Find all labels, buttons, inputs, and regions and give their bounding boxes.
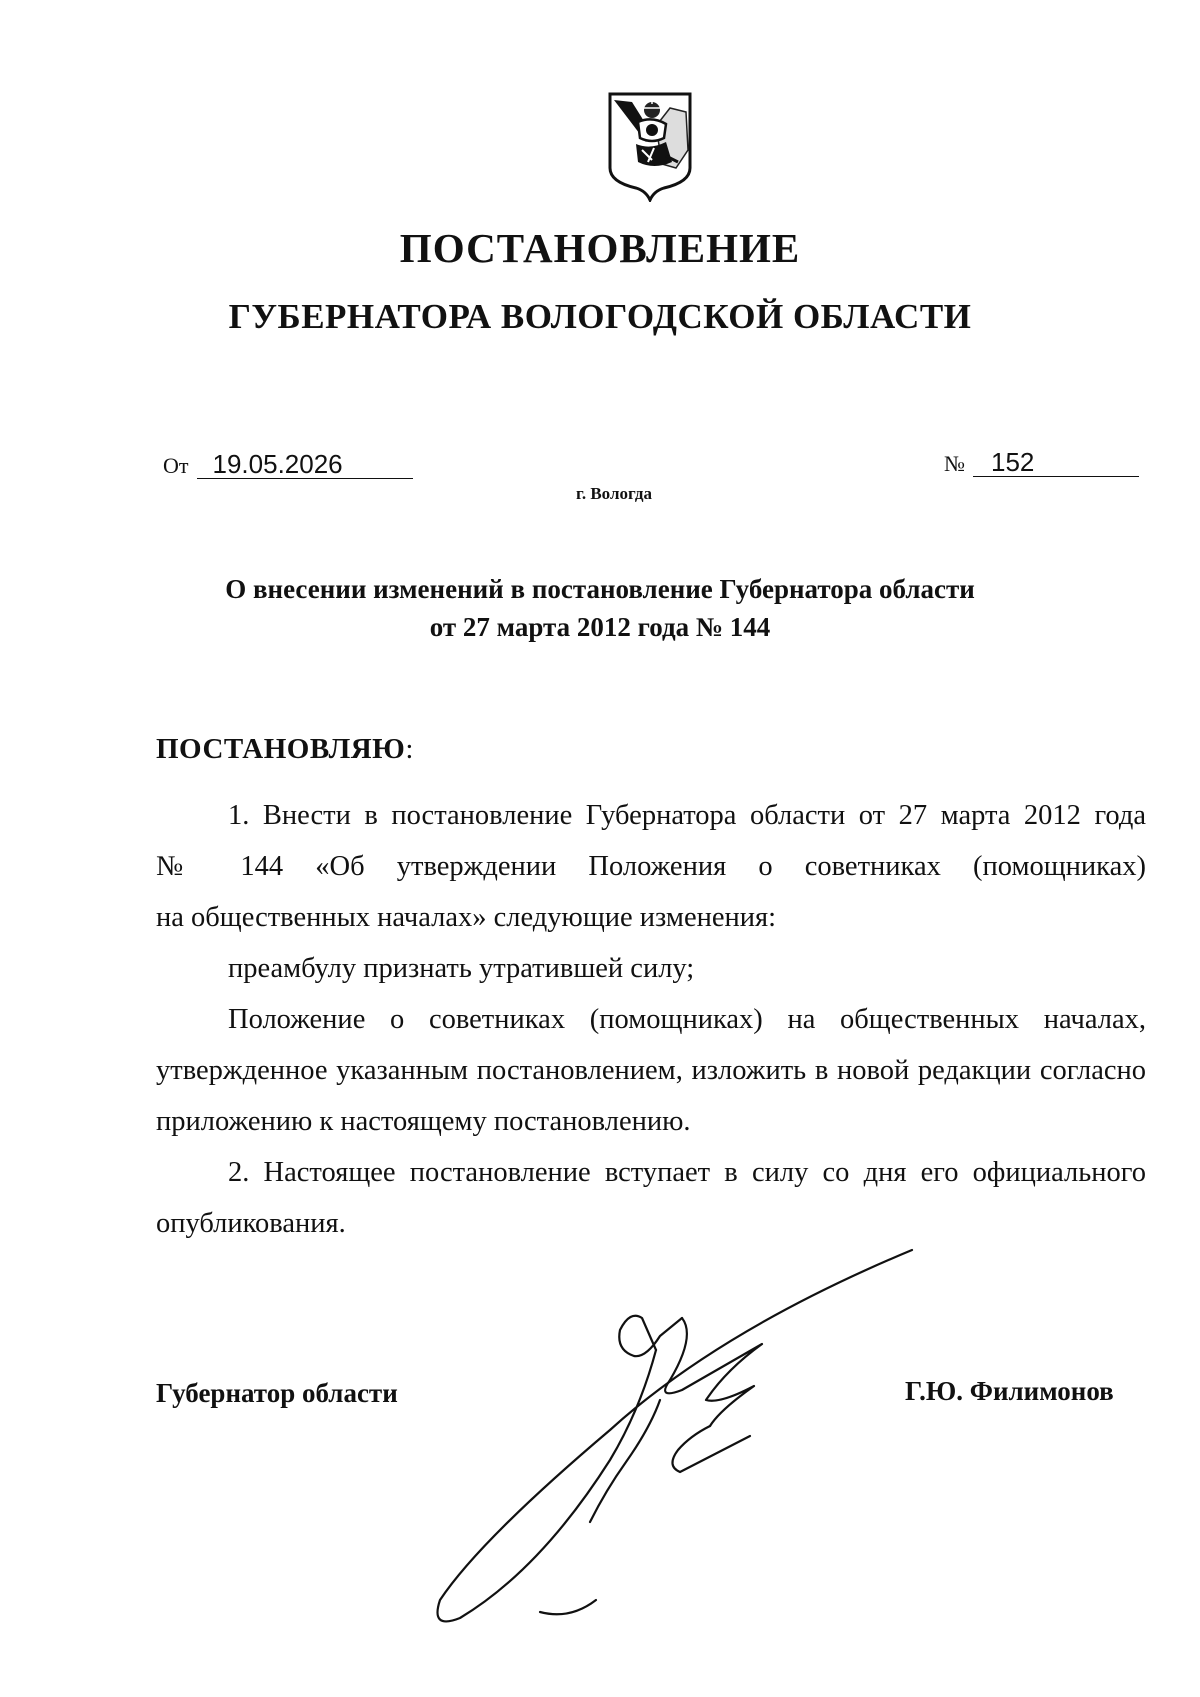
city-label: г. Вологда [576, 484, 652, 503]
paragraph-1-line-2: № 144 «Об утверждении Положения о советниках (помощниках) [156, 851, 1146, 882]
paragraph-1-line-1: 1. Внести в постановление Губернатора области от 27 марта 2012 года [228, 800, 1146, 831]
number-value: 152 [973, 448, 1139, 477]
decree-heading [156, 733, 414, 766]
decree-word: ПОСТАНОВЛЯЮ [156, 733, 406, 765]
vologda-coat-of-arms-icon [606, 90, 694, 202]
paragraph-2: преамбулу признать утратившей силу; [228, 953, 695, 984]
paragraph-1-line-3: на общественных началах» следующие изменения: [156, 902, 777, 933]
number-field [944, 448, 1139, 477]
subject-line-1: О внесении изменений в постановление Губернатора области [225, 574, 975, 604]
number-prefix: № [944, 451, 965, 476]
date-value: 19.05.2026 [197, 450, 413, 479]
document-subject [0, 570, 1200, 646]
decree-colon: : [405, 733, 414, 765]
document-body [156, 790, 1146, 1249]
signatory-name: Г.Ю. Филимонов [905, 1376, 1114, 1406]
document-title: ПОСТАНОВЛЕНИЕ [399, 225, 801, 271]
document-subtitle: ГУБЕРНАТОРА ВОЛОГОДСКОЙ ОБЛАСТИ [228, 297, 972, 336]
paragraph-3: Положение о советниках (помощниках) на общественных началах, утвержденное указанным постановлением, изложить в новой редакции согласно приложению к настоящему постановлению. [156, 1004, 1146, 1137]
paragraph-4: 2. Настоящее постановление вступает в силу со дня его официального опубликования. [156, 1157, 1146, 1239]
date-prefix: От [163, 453, 189, 478]
date-field [163, 450, 413, 479]
subject-line-2: от 27 марта 2012 года № 144 [429, 612, 771, 642]
handwritten-signature-icon [420, 1240, 960, 1640]
signatory-position: Губернатор области [156, 1378, 398, 1408]
